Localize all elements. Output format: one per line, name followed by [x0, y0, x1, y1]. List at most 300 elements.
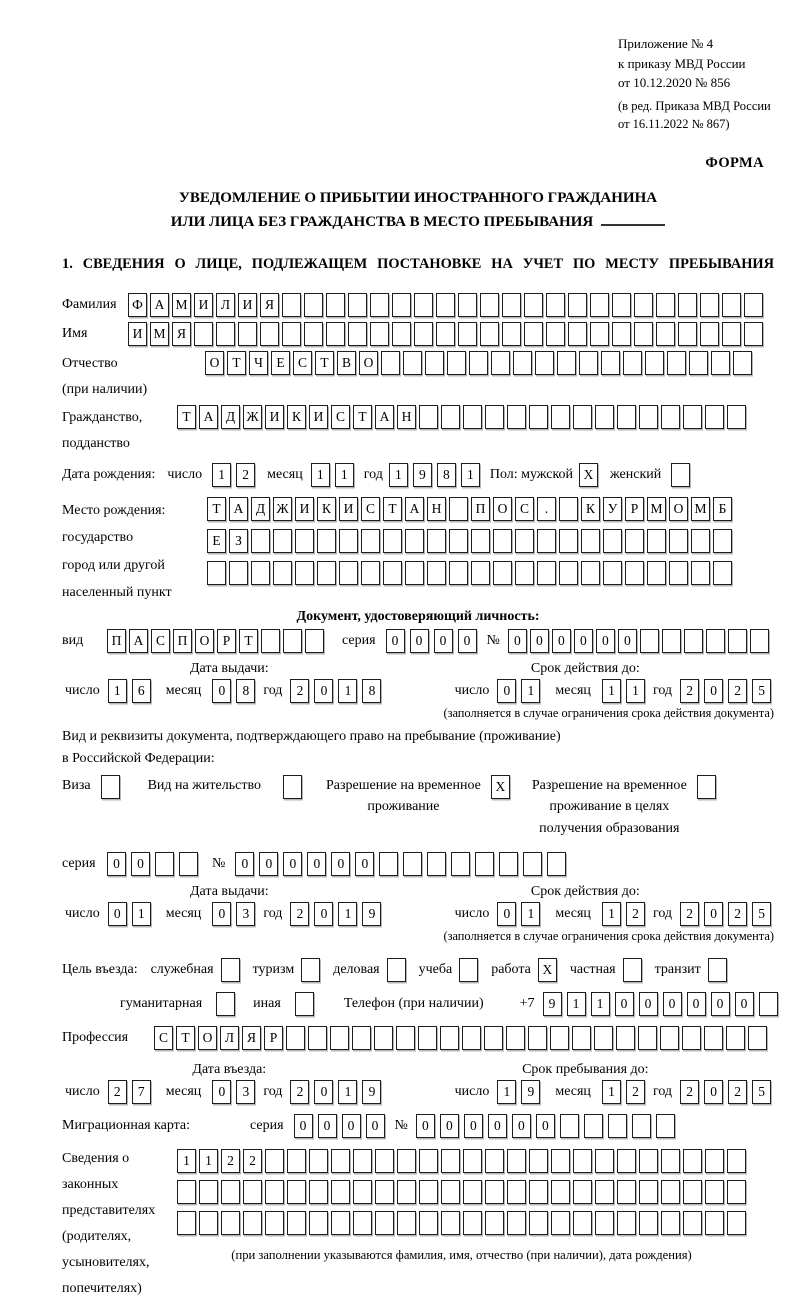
migration-series-cells[interactable] [294, 1114, 385, 1138]
char-box[interactable]: 0 [342, 1114, 361, 1138]
stay-day-cells[interactable] [497, 1080, 540, 1104]
char-box[interactable] [449, 529, 468, 553]
char-box[interactable]: П [173, 629, 192, 653]
char-box[interactable]: 0 [488, 1114, 507, 1138]
char-box[interactable] [594, 1026, 613, 1050]
char-box[interactable] [458, 322, 477, 346]
char-box[interactable] [722, 293, 741, 317]
char-box[interactable] [484, 1026, 503, 1050]
char-box[interactable] [581, 529, 600, 553]
char-box[interactable]: X [491, 775, 510, 799]
char-box[interactable]: 0 [259, 852, 278, 876]
permit-issue-day-cells[interactable] [108, 902, 151, 926]
char-box[interactable] [260, 322, 279, 346]
char-box[interactable]: 0 [639, 992, 658, 1016]
char-box[interactable]: 0 [416, 1114, 435, 1138]
char-box[interactable]: 2 [108, 1080, 127, 1104]
char-box[interactable] [295, 529, 314, 553]
char-box[interactable]: С [293, 351, 312, 375]
char-box[interactable]: 0 [464, 1114, 483, 1138]
char-box[interactable] [524, 322, 543, 346]
char-box[interactable] [471, 529, 490, 553]
char-box[interactable]: 5 [752, 1080, 771, 1104]
char-box[interactable] [348, 293, 367, 317]
char-box[interactable] [273, 561, 292, 585]
char-box[interactable]: 1 [338, 1080, 357, 1104]
char-box[interactable] [331, 1180, 350, 1204]
char-box[interactable]: 1 [521, 902, 540, 926]
char-box[interactable]: 0 [283, 852, 302, 876]
char-box[interactable] [640, 629, 659, 653]
char-box[interactable]: 2 [728, 679, 747, 703]
char-box[interactable] [748, 1026, 767, 1050]
birth-day-cells[interactable] [212, 463, 255, 487]
char-box[interactable] [551, 1149, 570, 1173]
name-cells[interactable] [128, 322, 763, 346]
doc-issue-year-cells[interactable] [290, 679, 381, 703]
char-box[interactable] [383, 529, 402, 553]
char-box[interactable]: Е [271, 351, 290, 375]
char-box[interactable] [506, 1026, 525, 1050]
permit-series-cells[interactable] [107, 852, 198, 876]
char-box[interactable]: 2 [221, 1149, 240, 1173]
char-box[interactable] [550, 1026, 569, 1050]
char-box[interactable] [348, 322, 367, 346]
char-box[interactable]: 0 [536, 1114, 555, 1138]
char-box[interactable]: 0 [687, 992, 706, 1016]
char-box[interactable]: 2 [680, 902, 699, 926]
char-box[interactable]: 8 [362, 679, 381, 703]
char-box[interactable]: 1 [602, 1080, 621, 1104]
char-box[interactable] [705, 1211, 724, 1235]
purpose-other-checkbox[interactable] [295, 992, 314, 1016]
permit-issue-year-cells[interactable] [290, 902, 381, 926]
char-box[interactable] [705, 405, 724, 429]
doc-expiry-month-cells[interactable] [602, 679, 645, 703]
char-box[interactable] [573, 1149, 592, 1173]
char-box[interactable]: Ж [273, 497, 292, 521]
char-box[interactable]: 1 [212, 463, 231, 487]
char-box[interactable] [683, 1149, 702, 1173]
char-box[interactable] [221, 958, 240, 982]
char-box[interactable] [524, 293, 543, 317]
purpose-tourism-checkbox[interactable] [301, 958, 320, 982]
char-box[interactable]: 2 [290, 902, 309, 926]
char-box[interactable] [639, 1149, 658, 1173]
char-box[interactable] [370, 322, 389, 346]
char-box[interactable] [551, 1211, 570, 1235]
char-box[interactable]: 0 [434, 629, 453, 653]
char-box[interactable] [419, 405, 438, 429]
char-box[interactable] [330, 1026, 349, 1050]
char-box[interactable] [603, 561, 622, 585]
char-box[interactable] [684, 629, 703, 653]
char-box[interactable]: Е [207, 529, 226, 553]
char-box[interactable] [691, 529, 710, 553]
char-box[interactable]: И [265, 405, 284, 429]
char-box[interactable]: 7 [132, 1080, 151, 1104]
char-box[interactable] [243, 1180, 262, 1204]
char-box[interactable] [700, 322, 719, 346]
char-box[interactable] [507, 405, 526, 429]
char-box[interactable] [647, 561, 666, 585]
char-box[interactable]: 1 [132, 902, 151, 926]
char-box[interactable] [265, 1211, 284, 1235]
char-box[interactable] [405, 561, 424, 585]
char-box[interactable] [459, 958, 478, 982]
char-box[interactable] [601, 351, 620, 375]
char-box[interactable]: 0 [618, 629, 637, 653]
char-box[interactable] [405, 529, 424, 553]
char-box[interactable] [441, 1149, 460, 1173]
char-box[interactable] [403, 852, 422, 876]
char-box[interactable] [243, 1211, 262, 1235]
char-box[interactable]: Р [625, 497, 644, 521]
patronymic-cells[interactable] [205, 351, 752, 375]
char-box[interactable] [697, 775, 716, 799]
char-box[interactable]: С [361, 497, 380, 521]
sex-male-checkbox[interactable] [579, 463, 598, 487]
char-box[interactable] [304, 293, 323, 317]
char-box[interactable] [612, 293, 631, 317]
char-box[interactable]: 9 [362, 1080, 381, 1104]
char-box[interactable] [353, 1211, 372, 1235]
char-box[interactable] [326, 322, 345, 346]
char-box[interactable] [617, 405, 636, 429]
char-box[interactable] [579, 351, 598, 375]
char-box[interactable] [678, 322, 697, 346]
char-box[interactable]: 1 [461, 463, 480, 487]
char-box[interactable]: А [375, 405, 394, 429]
char-box[interactable] [683, 1180, 702, 1204]
char-box[interactable]: Ф [128, 293, 147, 317]
char-box[interactable] [595, 1211, 614, 1235]
char-box[interactable]: М [172, 293, 191, 317]
char-box[interactable] [397, 1211, 416, 1235]
char-box[interactable] [535, 351, 554, 375]
char-box[interactable]: Т [207, 497, 226, 521]
char-box[interactable]: И [339, 497, 358, 521]
char-box[interactable] [419, 1180, 438, 1204]
stay-month-cells[interactable] [602, 1080, 645, 1104]
birthplace-row3-cells[interactable] [207, 561, 732, 585]
char-box[interactable] [573, 405, 592, 429]
char-box[interactable] [361, 561, 380, 585]
char-box[interactable] [523, 852, 542, 876]
char-box[interactable] [463, 1149, 482, 1173]
char-box[interactable] [632, 1114, 651, 1138]
char-box[interactable]: 1 [602, 679, 621, 703]
char-box[interactable]: Я [172, 322, 191, 346]
char-box[interactable] [353, 1149, 372, 1173]
purpose-humanitarian-checkbox[interactable] [216, 992, 235, 1016]
char-box[interactable]: 0 [108, 902, 127, 926]
char-box[interactable]: 0 [131, 852, 150, 876]
char-box[interactable]: 1 [497, 1080, 516, 1104]
purpose-work-checkbox[interactable] [538, 958, 557, 982]
char-box[interactable] [317, 561, 336, 585]
char-box[interactable] [221, 1211, 240, 1235]
char-box[interactable] [584, 1114, 603, 1138]
char-box[interactable]: Б [713, 497, 732, 521]
char-box[interactable]: 0 [107, 852, 126, 876]
char-box[interactable] [305, 629, 324, 653]
birth-year-cells[interactable] [389, 463, 480, 487]
char-box[interactable] [557, 351, 576, 375]
char-box[interactable] [704, 1026, 723, 1050]
char-box[interactable] [463, 1180, 482, 1204]
entry-month-cells[interactable] [212, 1080, 255, 1104]
char-box[interactable]: О [493, 497, 512, 521]
char-box[interactable]: 1 [602, 902, 621, 926]
char-box[interactable]: 0 [497, 679, 516, 703]
char-box[interactable] [309, 1211, 328, 1235]
char-box[interactable] [480, 293, 499, 317]
char-box[interactable]: 0 [704, 902, 723, 926]
char-box[interactable]: 1 [311, 463, 330, 487]
char-box[interactable] [392, 293, 411, 317]
char-box[interactable] [480, 322, 499, 346]
doc-expiry-year-cells[interactable] [680, 679, 771, 703]
char-box[interactable] [750, 629, 769, 653]
char-box[interactable] [727, 1149, 746, 1173]
char-box[interactable] [661, 1211, 680, 1235]
char-box[interactable]: Л [220, 1026, 239, 1050]
char-box[interactable]: 0 [596, 629, 615, 653]
char-box[interactable] [573, 1180, 592, 1204]
char-box[interactable]: С [331, 405, 350, 429]
char-box[interactable] [425, 351, 444, 375]
char-box[interactable]: Я [260, 293, 279, 317]
char-box[interactable] [662, 629, 681, 653]
char-box[interactable] [529, 1149, 548, 1173]
char-box[interactable] [493, 561, 512, 585]
char-box[interactable]: 0 [212, 902, 231, 926]
purpose-official-checkbox[interactable] [221, 958, 240, 982]
char-box[interactable] [339, 529, 358, 553]
char-box[interactable] [683, 405, 702, 429]
char-box[interactable] [304, 322, 323, 346]
char-box[interactable] [669, 561, 688, 585]
doc-series-cells[interactable] [386, 629, 477, 653]
char-box[interactable] [485, 1180, 504, 1204]
char-box[interactable] [617, 1180, 636, 1204]
char-box[interactable]: 3 [236, 1080, 255, 1104]
char-box[interactable]: 8 [236, 679, 255, 703]
permit-expiry-year-cells[interactable] [680, 902, 771, 926]
char-box[interactable] [463, 405, 482, 429]
char-box[interactable] [727, 1180, 746, 1204]
char-box[interactable] [392, 322, 411, 346]
char-box[interactable] [502, 322, 521, 346]
char-box[interactable] [353, 1180, 372, 1204]
char-box[interactable]: Т [227, 351, 246, 375]
char-box[interactable] [381, 351, 400, 375]
char-box[interactable] [537, 561, 556, 585]
char-box[interactable] [308, 1026, 327, 1050]
char-box[interactable] [331, 1211, 350, 1235]
char-box[interactable] [101, 775, 120, 799]
char-box[interactable]: Т [383, 497, 402, 521]
char-box[interactable] [177, 1211, 196, 1235]
char-box[interactable] [581, 561, 600, 585]
citizenship-cells[interactable] [177, 405, 746, 429]
char-box[interactable] [379, 852, 398, 876]
char-box[interactable] [375, 1211, 394, 1235]
char-box[interactable] [339, 561, 358, 585]
char-box[interactable] [419, 1211, 438, 1235]
char-box[interactable]: Т [315, 351, 334, 375]
char-box[interactable]: 9 [521, 1080, 540, 1104]
char-box[interactable]: 0 [735, 992, 754, 1016]
char-box[interactable]: 0 [386, 629, 405, 653]
char-box[interactable] [469, 351, 488, 375]
char-box[interactable] [282, 322, 301, 346]
char-box[interactable]: 5 [752, 679, 771, 703]
char-box[interactable] [671, 463, 690, 487]
char-box[interactable] [568, 322, 587, 346]
char-box[interactable] [317, 529, 336, 553]
char-box[interactable] [713, 561, 732, 585]
char-box[interactable] [265, 1180, 284, 1204]
char-box[interactable] [661, 405, 680, 429]
char-box[interactable] [559, 497, 578, 521]
char-box[interactable] [744, 322, 763, 346]
char-box[interactable] [287, 1180, 306, 1204]
char-box[interactable] [546, 293, 565, 317]
char-box[interactable]: М [691, 497, 710, 521]
purpose-business-checkbox[interactable] [387, 958, 406, 982]
char-box[interactable] [546, 322, 565, 346]
char-box[interactable]: Т [177, 405, 196, 429]
char-box[interactable] [691, 561, 710, 585]
char-box[interactable]: У [603, 497, 622, 521]
char-box[interactable]: З [229, 529, 248, 553]
char-box[interactable] [352, 1026, 371, 1050]
char-box[interactable]: Ч [249, 351, 268, 375]
char-box[interactable]: 2 [626, 1080, 645, 1104]
char-box[interactable] [595, 1180, 614, 1204]
char-box[interactable]: 9 [362, 902, 381, 926]
char-box[interactable] [447, 351, 466, 375]
char-box[interactable] [590, 322, 609, 346]
char-box[interactable]: 1 [338, 679, 357, 703]
char-box[interactable] [441, 1180, 460, 1204]
char-box[interactable]: 0 [318, 1114, 337, 1138]
char-box[interactable]: 2 [236, 463, 255, 487]
char-box[interactable] [612, 322, 631, 346]
char-box[interactable]: 0 [440, 1114, 459, 1138]
char-box[interactable] [669, 529, 688, 553]
char-box[interactable] [309, 1180, 328, 1204]
char-box[interactable] [287, 1149, 306, 1173]
char-box[interactable]: И [238, 293, 257, 317]
char-box[interactable]: Д [221, 405, 240, 429]
char-box[interactable]: 0 [410, 629, 429, 653]
char-box[interactable] [661, 1149, 680, 1173]
char-box[interactable] [683, 1211, 702, 1235]
char-box[interactable]: Н [397, 405, 416, 429]
char-box[interactable] [727, 405, 746, 429]
char-box[interactable]: А [229, 497, 248, 521]
char-box[interactable] [436, 293, 455, 317]
char-box[interactable] [625, 529, 644, 553]
char-box[interactable]: 0 [711, 992, 730, 1016]
char-box[interactable]: X [538, 958, 557, 982]
char-box[interactable] [273, 529, 292, 553]
char-box[interactable] [529, 1211, 548, 1235]
char-box[interactable] [331, 1149, 350, 1173]
char-box[interactable] [441, 405, 460, 429]
char-box[interactable]: 1 [338, 902, 357, 926]
char-box[interactable] [229, 561, 248, 585]
representatives-row3-cells[interactable] [177, 1211, 746, 1235]
doc-type-cells[interactable] [107, 629, 324, 653]
char-box[interactable] [485, 1149, 504, 1173]
char-box[interactable] [656, 1114, 675, 1138]
char-box[interactable]: П [107, 629, 126, 653]
char-box[interactable]: К [581, 497, 600, 521]
char-box[interactable] [551, 1180, 570, 1204]
char-box[interactable] [639, 1211, 658, 1235]
char-box[interactable] [682, 1026, 701, 1050]
char-box[interactable] [528, 1026, 547, 1050]
char-box[interactable]: 2 [290, 1080, 309, 1104]
char-box[interactable] [427, 852, 446, 876]
char-box[interactable]: 1 [567, 992, 586, 1016]
char-box[interactable] [678, 293, 697, 317]
temp-residence-checkbox[interactable] [491, 775, 510, 799]
char-box[interactable]: Н [427, 497, 446, 521]
char-box[interactable]: Я [242, 1026, 261, 1050]
char-box[interactable]: 2 [626, 902, 645, 926]
migration-number-cells[interactable] [416, 1114, 675, 1138]
char-box[interactable] [638, 1026, 657, 1050]
permit-issue-month-cells[interactable] [212, 902, 255, 926]
doc-issue-day-cells[interactable] [108, 679, 151, 703]
char-box[interactable] [261, 629, 280, 653]
char-box[interactable] [623, 351, 642, 375]
char-box[interactable]: 9 [413, 463, 432, 487]
char-box[interactable]: 0 [355, 852, 374, 876]
stay-year-cells[interactable] [680, 1080, 771, 1104]
char-box[interactable]: 1 [521, 679, 540, 703]
char-box[interactable] [414, 293, 433, 317]
purpose-private-checkbox[interactable] [623, 958, 642, 982]
char-box[interactable]: 0 [314, 679, 333, 703]
char-box[interactable] [458, 293, 477, 317]
char-box[interactable]: А [199, 405, 218, 429]
char-box[interactable] [551, 405, 570, 429]
char-box[interactable] [440, 1026, 459, 1050]
doc-issue-month-cells[interactable] [212, 679, 255, 703]
char-box[interactable] [667, 351, 686, 375]
char-box[interactable]: М [647, 497, 666, 521]
char-box[interactable] [375, 1180, 394, 1204]
char-box[interactable]: Т [176, 1026, 195, 1050]
char-box[interactable] [436, 322, 455, 346]
char-box[interactable]: 1 [199, 1149, 218, 1173]
char-box[interactable]: П [471, 497, 490, 521]
char-box[interactable] [660, 1026, 679, 1050]
char-box[interactable] [419, 1149, 438, 1173]
char-box[interactable] [647, 529, 666, 553]
purpose-transit-checkbox[interactable] [708, 958, 727, 982]
char-box[interactable]: 0 [497, 902, 516, 926]
char-box[interactable] [733, 351, 752, 375]
char-box[interactable]: Л [216, 293, 235, 317]
char-box[interactable] [700, 293, 719, 317]
